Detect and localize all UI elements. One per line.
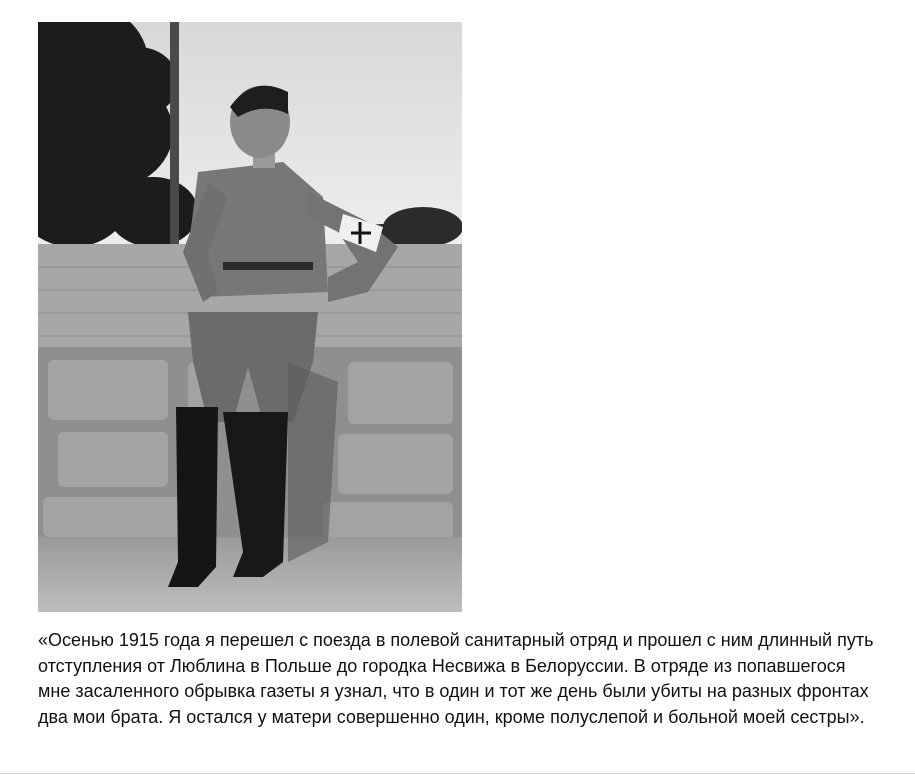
- historical-photo: [38, 22, 462, 612]
- divider: [0, 773, 915, 774]
- photo-caption: «Осенью 1915 года я перешел с поезда в полевой санитарный отряд и прошел с ним длинный путь отступления от Люблина в Польше до городка Несвижа в Белоруссии. В отряде из попавшегося мне засаленного обрывка газеты я узнал, что в один и тот же день были убиты на разных фронтах два мои брата. Я остался у матери совершенно один, кроме полуслепой и больной моей сестры».: [38, 630, 874, 727]
